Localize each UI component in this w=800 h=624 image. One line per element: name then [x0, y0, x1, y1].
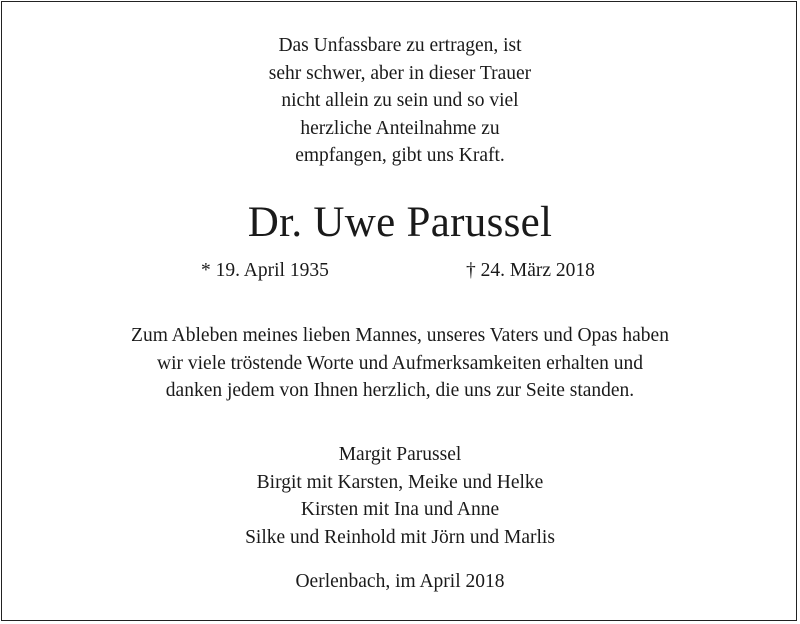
thanks-line: Zum Ableben meines lieben Mannes, unseres Vaters und Opas haben	[131, 325, 669, 346]
quote-line: herzliche Anteilnahme zu	[300, 117, 500, 139]
family-line: Margit Parussel	[338, 444, 462, 465]
thanks-text	[0, 322, 800, 405]
family-line: Silke und Reinhold mit Jörn und Marlis	[245, 526, 555, 548]
family-line: Birgit mit Karsten, Meike und Helke	[256, 471, 544, 493]
quote-line: empfangen, gibt uns Kraft.	[295, 145, 505, 166]
quote-line: sehr schwer, aber in dieser Trauer	[268, 62, 532, 84]
family-signatures	[0, 441, 800, 551]
birth-date: * 19. April 1935	[201, 260, 329, 281]
quote-line: nicht allein zu sein und so viel	[281, 90, 519, 111]
quote-line: Das Unfassbare zu ertragen, ist	[278, 35, 522, 56]
condolence-quote	[0, 32, 800, 170]
deceased-name: Dr. Uwe Parussel	[247, 199, 553, 246]
death-date: † 24. März 2018	[466, 260, 595, 281]
thanks-line: wir viele tröstende Worte und Aufmerksamkeiten erhalten und	[157, 352, 643, 374]
place-and-date: Oerlenbach, im April 2018	[295, 571, 505, 592]
thanks-line: danken jedem von Ihnen herzlich, die uns zur Seite standen.	[165, 380, 635, 401]
family-line: Kirsten mit Ina und Anne	[300, 499, 500, 520]
